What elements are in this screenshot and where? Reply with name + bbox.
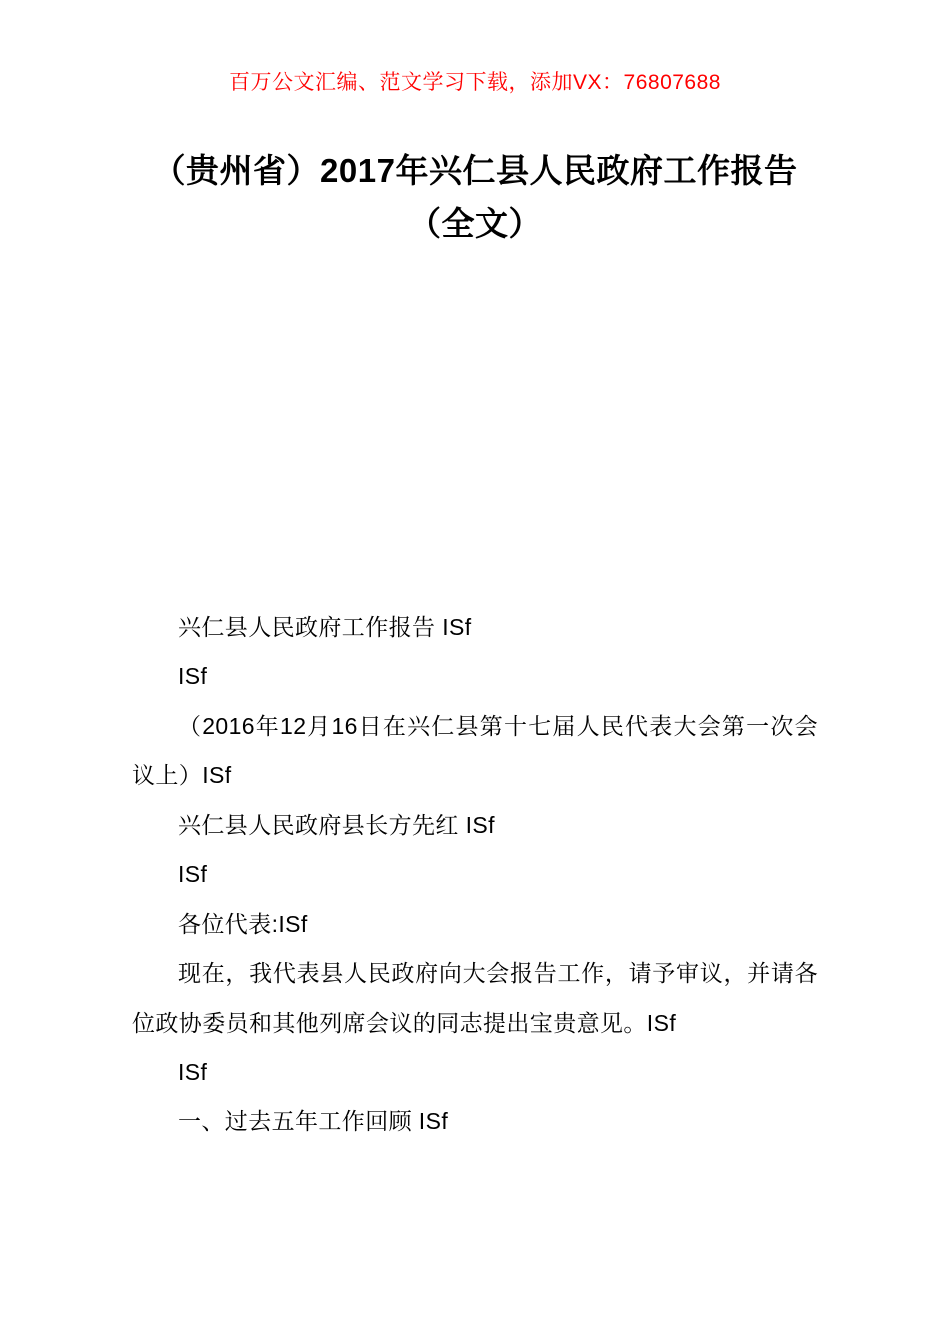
watermark-banner: 百万公文汇编、范文学习下载，添加VX：76807688 [229,71,721,94]
document-body [132,603,818,1147]
body-paragraph: 各位代表:ISf [178,910,308,937]
page-title: （贵州省）2017年兴仁县人民政府工作报告（全文） [152,152,798,243]
body-paragraph: 兴仁县人民政府县长方先红 ISf [178,811,495,838]
title-body-spacer [132,273,818,603]
body-paragraph: ISf [178,663,208,690]
body-paragraph: 一、过去五年工作回顾 ISf [178,1108,449,1135]
body-paragraph: 现在，我代表县人民政府向大会报告工作，请予审议，并请各位政协委员和其他列席会议的同志提出宝贵意见。ISf [132,960,818,1036]
body-paragraph: ISf [178,861,208,888]
body-paragraph: ISf [178,1058,208,1085]
body-paragraph: （2016年12月16日在兴仁县第十七届人民代表大会第一次会议上）ISf [132,712,818,789]
body-paragraph: 兴仁县人民政府工作报告 ISf [178,614,472,641]
